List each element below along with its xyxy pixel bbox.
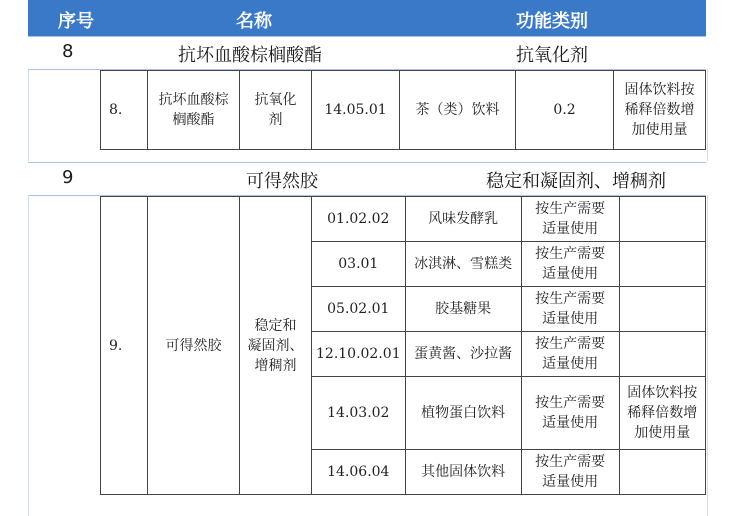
item-no: 9. xyxy=(101,197,148,495)
item-food: 蛋黄酱、沙拉酱 xyxy=(405,332,521,377)
table-header xyxy=(28,0,706,36)
item-amount: 按生产需要 适量使用 xyxy=(521,287,619,332)
item-code: 12.10.02.01 xyxy=(312,332,406,377)
item-amount: 按生产需要 适量使用 xyxy=(521,197,619,242)
row-name: 可得然胶 xyxy=(246,171,318,192)
item-food: 冰淇淋、雪糕类 xyxy=(405,242,521,287)
item-amount: 0.2 xyxy=(516,71,614,150)
item-code: 01.02.02 xyxy=(312,197,406,242)
item-note xyxy=(619,450,705,495)
row-seq: 8 xyxy=(62,41,74,62)
row-function: 抗氧化剂 xyxy=(516,45,588,66)
item-food: 胶基糖果 xyxy=(405,287,521,332)
header-name: 名称 xyxy=(236,11,272,32)
item-name: 可得然胶 xyxy=(148,197,240,495)
detail-table-8 xyxy=(100,70,706,150)
item-amount: 按生产需要 适量使用 xyxy=(521,377,619,450)
item-function: 抗氧化 剂 xyxy=(240,71,312,150)
item-code: 03.01 xyxy=(312,242,406,287)
table-row xyxy=(101,71,706,150)
item-note xyxy=(619,242,705,287)
item-note: 固体饮料按 稀释倍数增 加使用量 xyxy=(614,71,706,150)
item-no: 8. xyxy=(101,71,148,150)
item-food: 风味发酵乳 xyxy=(405,197,521,242)
item-code: 14.06.04 xyxy=(312,450,406,495)
item-note xyxy=(619,332,705,377)
item-code: 14.05.01 xyxy=(312,71,400,150)
row-seq: 9 xyxy=(62,167,74,188)
item-code: 14.03.02 xyxy=(312,377,406,450)
row-name: 抗坏血酸棕榈酸酯 xyxy=(178,45,322,66)
item-name: 抗坏血酸棕 榈酸酯 xyxy=(148,71,240,150)
item-note: 固体饮料按 稀释倍数增 加使用量 xyxy=(619,377,705,450)
table-row xyxy=(101,197,706,242)
item-amount: 按生产需要 适量使用 xyxy=(521,242,619,287)
item-note xyxy=(619,287,705,332)
item-food: 其他固体饮料 xyxy=(405,450,521,495)
header-seq: 序号 xyxy=(58,11,94,32)
item-code: 05.02.01 xyxy=(312,287,406,332)
summary-row-8 xyxy=(28,36,706,70)
item-note xyxy=(619,197,705,242)
item-food: 植物蛋白饮料 xyxy=(405,377,521,450)
header-function: 功能类别 xyxy=(516,11,588,32)
row-function: 稳定和凝固剂、增稠剂 xyxy=(486,171,666,192)
detail-table-9 xyxy=(100,196,706,495)
item-amount: 按生产需要 适量使用 xyxy=(521,332,619,377)
item-food: 茶（类）饮料 xyxy=(400,71,516,150)
item-amount: 按生产需要 适量使用 xyxy=(521,450,619,495)
summary-row-9 xyxy=(28,162,706,196)
item-function: 稳定和 凝固剂、 增稠剂 xyxy=(240,197,312,495)
